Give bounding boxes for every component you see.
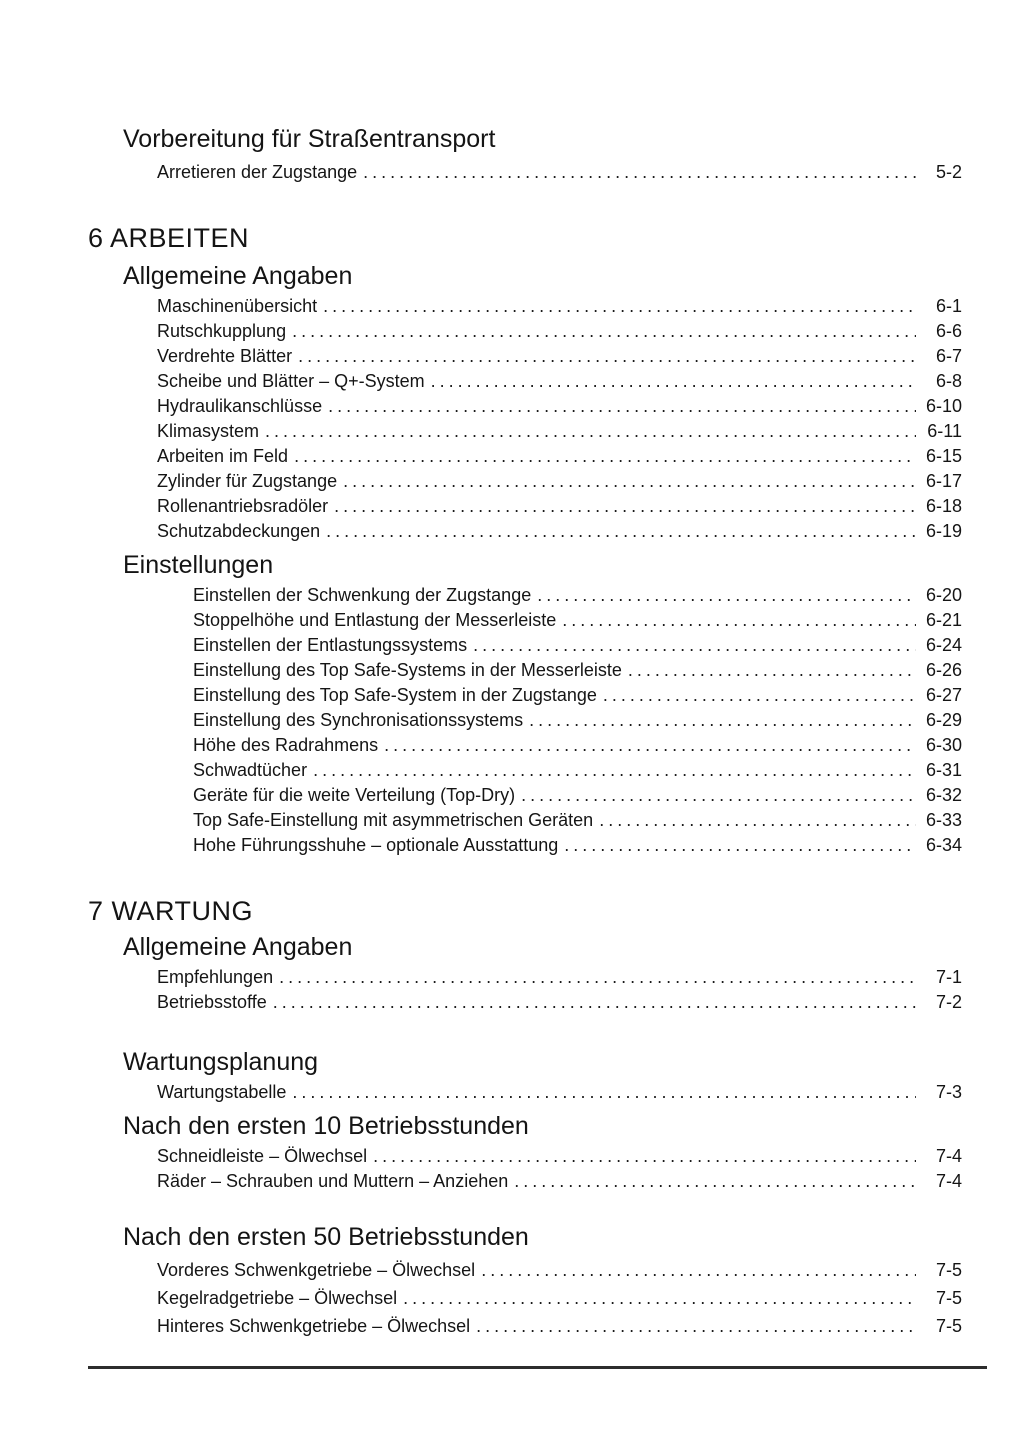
dot-leader — [326, 519, 916, 544]
section-heading: Wartungsplanung — [123, 1048, 319, 1076]
dot-leader — [529, 708, 916, 733]
dot-leader — [537, 583, 916, 608]
toc-entry-page: 7-5 — [935, 1260, 962, 1280]
toc-entry — [157, 1256, 962, 1284]
toc-entry-label: Hydraulikanschlüsse — [157, 396, 323, 416]
toc-entry-label: Vorderes Schwenkgetriebe – Ölwechsel — [157, 1260, 476, 1280]
toc-entry-page: 7-4 — [935, 1146, 962, 1166]
toc-entry — [193, 658, 962, 683]
toc-entry-page: 6-20 — [926, 585, 963, 605]
dot-leader — [521, 783, 916, 808]
chapter-heading: 7 WARTUNG — [88, 896, 254, 926]
toc-entry-group — [0, 160, 962, 185]
toc-entry-label: Einstellung des Synchronisationssystems — [193, 710, 524, 730]
dot-leader — [562, 608, 916, 633]
toc-entry-label: Wartungstabelle — [157, 1082, 287, 1102]
toc-entry-label: Rollenantriebsradöler — [157, 496, 329, 516]
toc-entry-page: 6-17 — [926, 471, 963, 491]
toc-entry — [157, 444, 962, 469]
toc-entry-page: 6-8 — [935, 371, 962, 391]
toc-entry-group — [0, 965, 962, 1015]
toc-entry-label: Rutschkupplung — [157, 321, 287, 341]
toc-entry-page: 6-7 — [935, 346, 962, 366]
dot-leader — [481, 1256, 916, 1284]
dot-leader — [343, 469, 916, 494]
dot-leader — [292, 319, 916, 344]
dot-leader — [514, 1169, 916, 1194]
toc-entry-page: 6-10 — [926, 396, 963, 416]
toc-entry — [157, 494, 962, 519]
toc-entry-page: 6-18 — [926, 496, 963, 516]
toc-entry-label: Betriebsstoffe — [157, 992, 267, 1012]
toc-entry — [193, 808, 962, 833]
toc-entry-group — [0, 1080, 962, 1105]
toc-entry-page: 6-32 — [926, 785, 963, 805]
toc-entry-label: Schutzabdeckungen — [157, 521, 321, 541]
section-heading: Allgemeine Angaben — [123, 933, 353, 961]
toc-entry — [157, 419, 962, 444]
dot-leader — [403, 1284, 916, 1312]
section-heading: Vorbereitung für Straßentransport — [123, 125, 496, 153]
toc-entry-group — [0, 1256, 962, 1340]
toc-entry-label: Empfehlungen — [157, 967, 274, 987]
dot-leader — [294, 444, 916, 469]
toc-entry-page: 7-5 — [935, 1316, 962, 1336]
toc-entry-label: Schwadtücher — [193, 760, 308, 780]
toc-entry-label: Einstellen der Schwenkung der Zugstange — [193, 585, 532, 605]
toc-entry — [157, 1312, 962, 1340]
dot-leader — [473, 633, 916, 658]
dot-leader — [328, 394, 916, 419]
toc-entry-label: Arbeiten im Feld — [157, 446, 289, 466]
toc-entry-label: Zylinder für Zugstange — [157, 471, 338, 491]
toc-entry-page: 6-33 — [926, 810, 963, 830]
toc-entry — [193, 608, 962, 633]
toc-entry — [157, 1080, 962, 1105]
toc-entry — [157, 1144, 962, 1169]
section-heading: Allgemeine Angaben — [123, 262, 353, 290]
toc-entry-page: 6-34 — [926, 835, 963, 855]
dot-leader — [265, 419, 916, 444]
toc-entry — [157, 1169, 962, 1194]
toc-entry — [193, 633, 962, 658]
dot-leader — [373, 1144, 916, 1169]
section-heading: Nach den ersten 10 Betriebsstunden — [123, 1112, 529, 1140]
dot-leader — [279, 965, 916, 990]
dot-leader — [334, 494, 916, 519]
toc-entry — [157, 965, 962, 990]
toc-entry — [157, 319, 962, 344]
toc-entry-label: Geräte für die weite Verteilung (Top-Dry) — [193, 785, 516, 805]
toc-entry-page: 6-6 — [935, 321, 962, 341]
toc-entry — [157, 990, 962, 1015]
toc-entry — [157, 519, 962, 544]
toc-entry-group — [0, 583, 962, 858]
toc-entry-page: 6-30 — [926, 735, 963, 755]
footer-rule — [88, 1366, 987, 1369]
toc-entry-label: Schneidleiste – Ölwechsel — [157, 1146, 368, 1166]
dot-leader — [603, 683, 916, 708]
toc-entry-label: Maschinenübersicht — [157, 296, 318, 316]
toc-entry — [193, 683, 962, 708]
toc-entry-label: Einstellung des Top Safe-Systems in der Messerleiste — [193, 660, 622, 680]
toc-entry — [193, 833, 962, 858]
toc-entry — [157, 1284, 962, 1312]
toc-entry — [157, 294, 962, 319]
toc-entry-label: Hohe Führungsshuhe – optionale Ausstattung — [193, 835, 559, 855]
chapter-heading: 6 ARBEITEN — [88, 223, 250, 253]
toc-entry-page: 6-24 — [926, 635, 963, 655]
dot-leader — [431, 369, 916, 394]
toc-entry-page: 7-1 — [935, 967, 962, 987]
toc-entry-page: 6-15 — [926, 446, 963, 466]
toc-entry-label: Stoppelhöhe und Entlastung der Messerleiste — [193, 610, 557, 630]
toc-entry — [157, 369, 962, 394]
toc-entry-page: 6-11 — [927, 421, 962, 441]
toc-entry — [193, 708, 962, 733]
toc-entry-page: 6-31 — [926, 760, 963, 780]
dot-leader — [476, 1312, 916, 1340]
toc-entry — [193, 783, 962, 808]
dot-leader — [384, 733, 916, 758]
dot-leader — [298, 344, 916, 369]
dot-leader — [292, 1080, 916, 1105]
toc-entry-label: Höhe des Radrahmens — [193, 735, 379, 755]
dot-leader — [323, 294, 916, 319]
toc-entry — [157, 394, 962, 419]
toc-entry-page: 6-19 — [926, 521, 963, 541]
toc-entry-page: 7-3 — [935, 1082, 962, 1102]
toc-entry-label: Räder – Schrauben und Muttern – Anziehen — [157, 1171, 509, 1191]
section-heading: Nach den ersten 50 Betriebsstunden — [123, 1223, 529, 1251]
section-heading: Einstellungen — [123, 551, 274, 579]
dot-leader — [564, 833, 916, 858]
toc-entry-label: Scheibe und Blätter – Q+-System — [157, 371, 425, 391]
toc-entry-label: Klimasystem — [157, 421, 260, 441]
toc-entry — [157, 344, 962, 369]
toc-entry-label: Kegelradgetriebe – Ölwechsel — [157, 1288, 398, 1308]
toc-entry — [193, 758, 962, 783]
toc-entry-page: 7-2 — [935, 992, 962, 1012]
dot-leader — [273, 990, 916, 1015]
toc-entry-page: 6-1 — [935, 296, 962, 316]
toc-entry — [157, 469, 962, 494]
dot-leader — [599, 808, 916, 833]
toc-entry-page: 6-21 — [926, 610, 963, 630]
toc-entry-label: Einstellung des Top Safe-System in der Zugstange — [193, 685, 597, 705]
toc-entry-page: 6-29 — [926, 710, 963, 730]
toc-entry-label: Einstellen der Entlastungssystems — [193, 635, 468, 655]
toc-entry-page: 6-27 — [926, 685, 963, 705]
toc-entry — [193, 583, 962, 608]
toc-entry-page: 6-26 — [926, 660, 963, 680]
toc-entry-group — [0, 294, 962, 544]
toc-entry-page: 7-5 — [935, 1288, 962, 1308]
toc-entry — [157, 160, 962, 185]
toc-entry-page: 5-2 — [935, 162, 962, 182]
dot-leader — [363, 160, 916, 185]
toc-entry-label: Verdrehte Blätter — [157, 346, 293, 366]
dot-leader — [313, 758, 916, 783]
toc-entry-page: 7-4 — [935, 1171, 962, 1191]
toc-entry — [193, 733, 962, 758]
toc-entry-label: Hinteres Schwenkgetriebe – Ölwechsel — [157, 1316, 471, 1336]
dot-leader — [628, 658, 916, 683]
toc-entry-label: Arretieren der Zugstange — [157, 162, 358, 182]
toc-entry-group — [0, 1144, 962, 1194]
toc-entry-label: Top Safe-Einstellung mit asymmetrischen Geräten — [193, 810, 594, 830]
